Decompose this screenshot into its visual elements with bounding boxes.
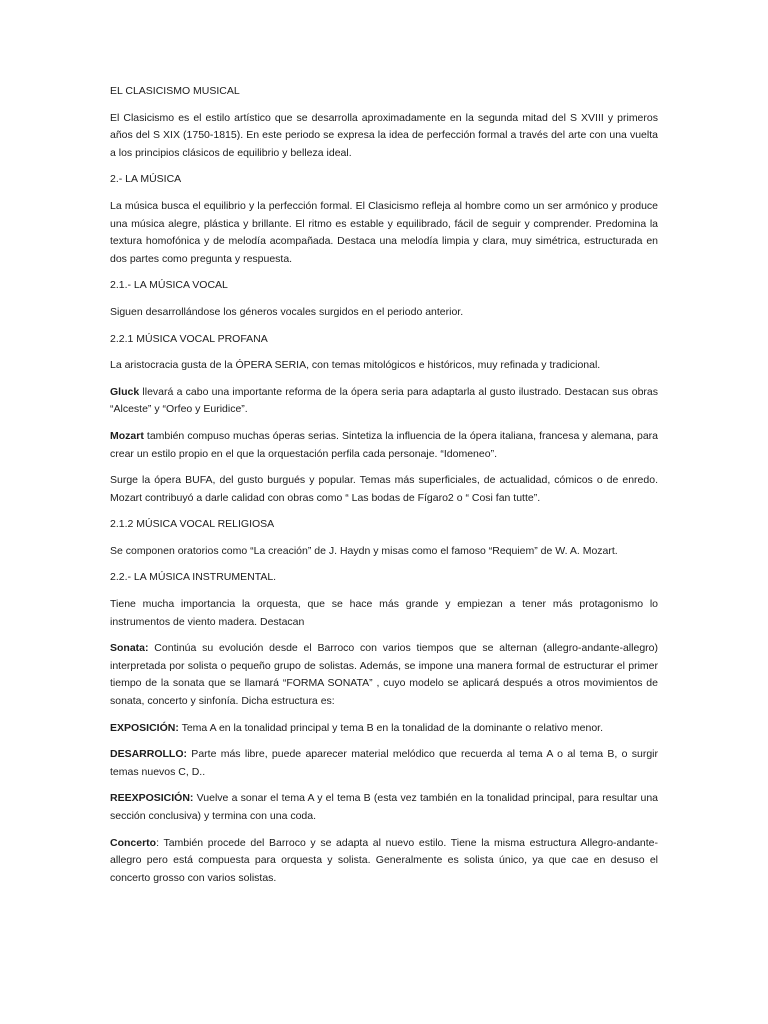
section-heading-instrumental: 2.2.- LA MÚSICA INSTRUMENTAL. <box>110 571 277 584</box>
exposicion-paragraph <box>110 720 658 738</box>
desarrollo-paragraph <box>110 746 658 781</box>
mozart-term: Mozart <box>110 429 144 442</box>
document-title: EL CLASICISMO MUSICAL <box>110 85 240 97</box>
desarrollo-text: Parte más libre, puede aparecer material melódico que recuerda al tema A o al tema B, o surgir temas nuevos C, D.. <box>110 748 658 778</box>
sonata-text: Continúa su evolución desde el Barroco con varios tiempos que se alternan (allegro-andante-allegro) interpretada por solista o pequeño grupo de solistas. Además, se impone una manera formal de estructurar el primer tiempo de la sonata que se llamará “FORMA SONATA” , cuyo modelo se aplicará después a otros movimientos de sonata, concerto y sinfonía. Dicha estructura es: <box>110 642 658 708</box>
sonata-paragraph <box>110 640 658 710</box>
section-heading-religiosa: 2.1.2 MÚSICA VOCAL RELIGIOSA <box>110 518 275 531</box>
concerto-text: : También procede del Barroco y se adapta al nuevo estilo. Tiene la misma estructura Allegro-andante-allegro pero está compuesta para orquesta y solista. Generalmente es solista único, ya que cae en desuso el concerto grosso con varios solistas. <box>110 836 658 884</box>
concerto-paragraph <box>110 835 658 888</box>
intro-paragraph: El Clasicismo es el estilo artístico que se desarrolla aproximadamente en la segunda mitad del S XVIII y primeros años del S XIX (1750-1815). En este periodo se expresa la idea de perfección formal a través del arte con una vuelta a los principios clásicos de equilibrio y belleza ideal. <box>110 111 658 159</box>
gluck-paragraph <box>110 384 658 419</box>
reexposicion-text: Vuelve a sonar el tema A y el tema B (esta vez también en la tonalidad principal, para resultar una sección conclusiva) y termina con una coda. <box>110 792 658 822</box>
vocal-paragraph: Siguen desarrollándose los géneros vocales surgidos en el periodo anterior. <box>110 305 464 318</box>
reexposicion-paragraph <box>110 790 658 825</box>
mozart-paragraph <box>110 428 658 463</box>
orquesta-paragraph: Tiene mucha importancia la orquesta, que se hace más grande y empiezan a tener más protagonismo lo instrumentos de viento madera. Destacan <box>110 598 658 628</box>
musica-paragraph: La música busca el equilibrio y la perfección formal. El Clasicismo refleja al hombre como un ser armónico y produce una música alegre, plástica y brillante. El ritmo es estable y equilibrado, fácil de seguir y comprender. Predomina la textura homofónica y de melodía acompañada. Destaca una melodía limpia y clara, muy simétrica, estructurada en dos partes como pregunta y respuesta. <box>110 199 658 265</box>
religiosa-paragraph: Se componen oratorios como “La creación” de J. Haydn y misas como el famoso “Requiem” de W. A. Mozart. <box>110 544 618 557</box>
exposicion-term: EXPOSICIÓN: <box>110 721 179 734</box>
desarrollo-term: DESARROLLO: <box>110 748 187 761</box>
section-heading-profana: 2.2.1 MÚSICA VOCAL PROFANA <box>110 332 268 345</box>
section-heading-musica: 2.- LA MÚSICA <box>110 173 182 186</box>
opera-bufa-paragraph: Surge la ópera BUFA, del gusto burgués y popular. Temas más superficiales, de actualidad, cómicos o de enredo. Mozart contribuyó a darle calidad con obras como “ Las bodas de Fígaro2 o “ Cosi fan tutte”. <box>110 474 658 504</box>
document-body <box>110 83 658 896</box>
exposicion-text: Tema A en la tonalidad principal y tema B en la tonalidad de la dominante o relativo menor. <box>178 721 604 734</box>
reexposicion-term: REEXPOSICIÓN: <box>110 792 194 805</box>
concerto-term: Concerto <box>110 836 157 849</box>
sonata-term: Sonata: <box>110 642 149 655</box>
gluck-term: Gluck <box>110 385 140 398</box>
section-heading-vocal: 2.1.- LA MÚSICA VOCAL <box>110 279 228 292</box>
gluck-text: llevará a cabo una importante reforma de la ópera seria para adaptarla al gusto ilustrado. Destacan sus obras “Alceste” y “Orfeo y Euridice”. <box>110 385 658 416</box>
opera-seria-paragraph: La aristocracia gusta de la ÓPERA SERIA, con temas mitológicos e históricos, muy refinada y tradicional. <box>110 359 601 372</box>
mozart-text: también compuso muchas óperas serias. Sintetiza la influencia de la ópera italiana, francesa y alemana, para crear un estilo propio en el que la orquestación perfila cada personaje. “Idomeneo”. <box>110 429 658 460</box>
